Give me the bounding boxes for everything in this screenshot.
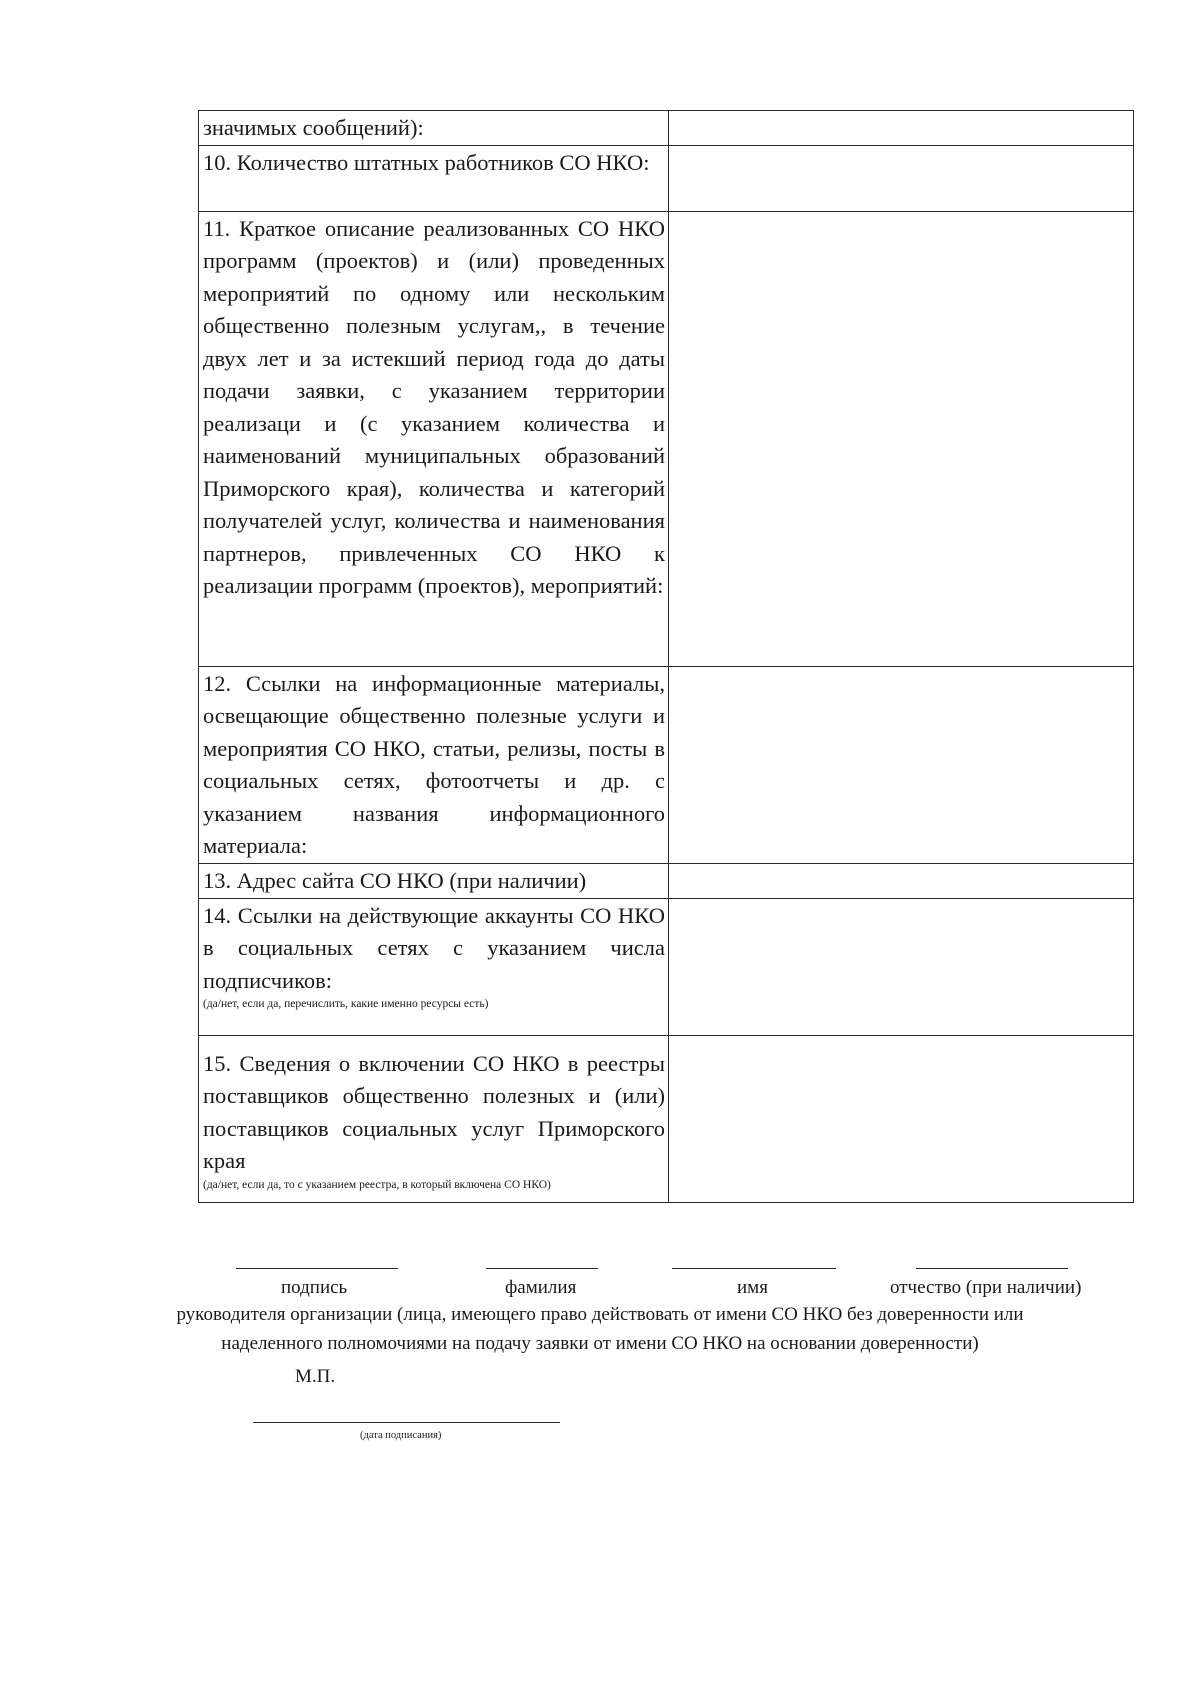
surname-line[interactable] [486,1268,598,1269]
signature-line[interactable] [236,1268,398,1269]
answer-cell[interactable] [669,1035,1134,1202]
question-text: 11. Краткое описание реализованных СО НКО программ (проектов) и (или) проведенных мероприятий по одному или нескольким общественно полезным услугам,, в течение двух лет и за истекший период года до даты подачи заявки, с указанием территории реализаци и (с указанием количества и наименований муниципальных образований Приморского края), количества и категорий получателей услуг, количества и наименования партнеров, привлеченных СО НКО к реализации программ (проектов), мероприятий: [203,215,665,598]
answer-cell[interactable] [669,111,1134,146]
question-text: 13. Адрес сайта СО НКО (при наличии) [203,867,587,893]
answer-cell[interactable] [669,863,1134,898]
question-text: 10. Количество штатных работников СО НКО: [203,149,650,175]
table-row [199,111,1134,146]
question-cell [199,898,669,1035]
answer-cell[interactable] [669,145,1134,211]
answer-cell[interactable] [669,898,1134,1035]
patronymic-line[interactable] [916,1268,1068,1269]
question-text: 15. Сведения о включении СО НКО в реестры поставщиков общественно полезных и (или) поставщиков социальных услуг Приморского края [203,1050,665,1173]
question-text: значимых сообщений): [203,115,424,140]
question-text: 12. Ссылки на информационные материалы, освещающие общественно полезные услуги и мероприятия СО НКО, статьи, релизы, посты в социальных сетях, фотоотчеты и др. с указанием названия информационного материала: [203,670,665,858]
table-row [199,666,1134,863]
stamp-place-label: М.П. [295,1366,336,1387]
table-row [199,863,1134,898]
application-form-table [198,110,1134,1203]
name-label: имя [737,1277,768,1298]
answer-cell[interactable] [669,666,1134,863]
table-row [199,1035,1134,1202]
signature-label: подпись [281,1277,348,1298]
question-cell [199,666,669,863]
name-line[interactable] [672,1268,836,1269]
question-cell [199,111,669,146]
answer-cell[interactable] [669,211,1134,666]
patronymic-label: отчество (при наличии) [890,1277,1082,1298]
question-cell [199,145,669,211]
table-row [199,211,1134,666]
question-cell [199,1035,669,1202]
date-label: (дата подписания) [360,1430,442,1441]
table-row [199,898,1134,1035]
question-note: (да/нет, если да, перечислить, какие именно ресурсы есть) [203,998,489,1010]
table-row [199,145,1134,211]
date-line[interactable] [253,1422,560,1423]
question-cell [199,211,669,666]
question-cell [199,863,669,898]
signatory-caption-line-1: руководителя организации (лица, имеющего право действовать от имени СО НКО без доверенности или [176,1304,1024,1325]
question-note: (да/нет, если да, то с указанием реестра, в который включена СО НКО) [203,1178,551,1191]
question-text: 14. Ссылки на действующие аккаунты СО НКО в социальных сетях с указанием числа подписчиков: [203,902,665,993]
surname-label: фамилия [505,1277,577,1298]
signatory-caption-line-2: наделенного полномочиями на подачу заявки от имени СО НКО на основании доверенности) [221,1333,979,1354]
